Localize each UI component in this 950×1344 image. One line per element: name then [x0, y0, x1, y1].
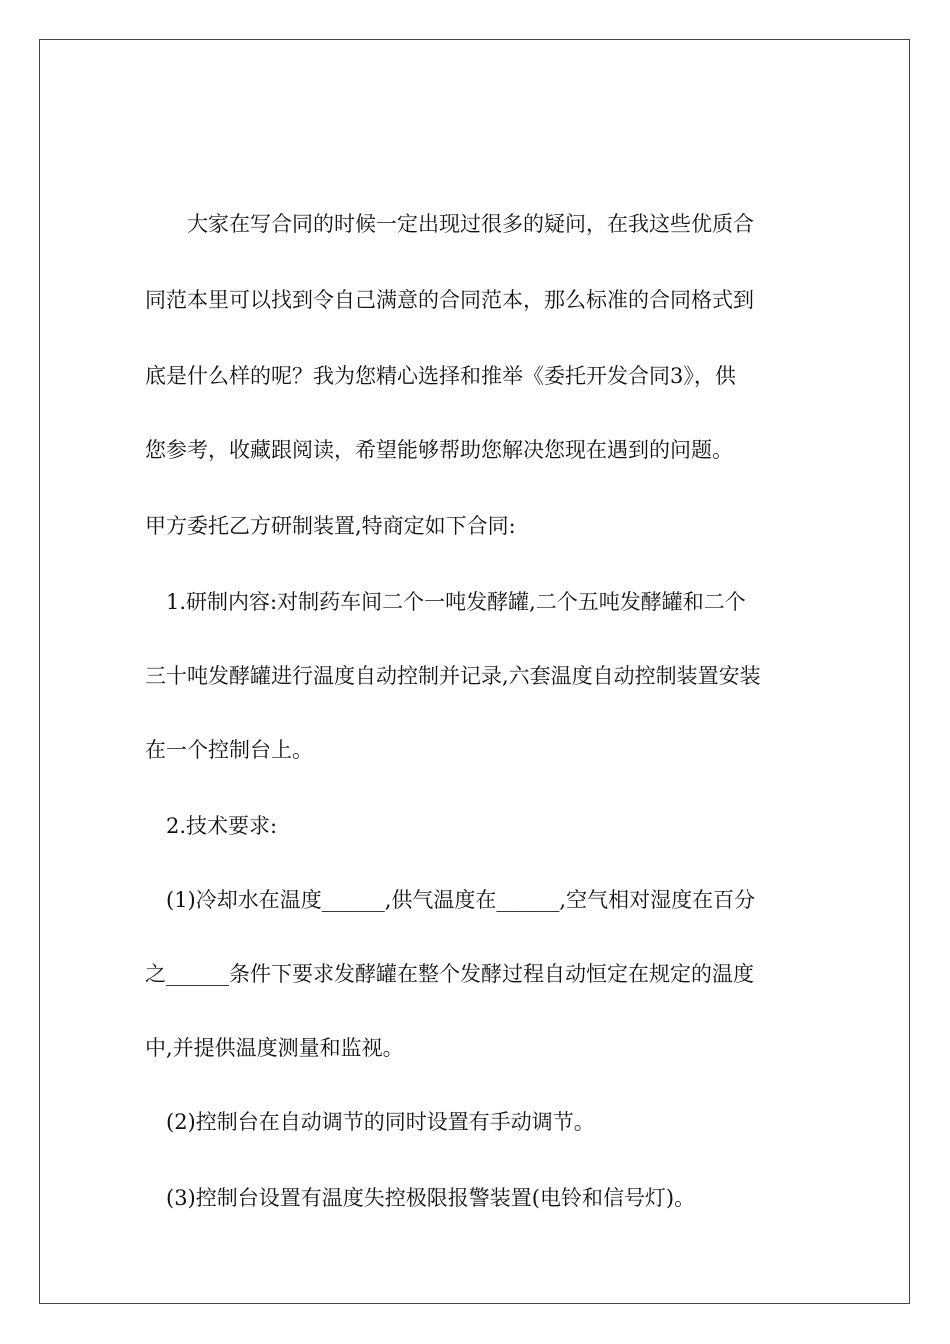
text-line: 在一个控制台上。 [145, 738, 313, 762]
text-line: 大家在写合同的时候一定出现过很多的疑问，在我这些优质合 [145, 212, 754, 236]
text-line: 底是什么样的呢？我为您精心选择和推举《委托开发合同3》，供 [145, 364, 736, 388]
text-line: 2.技术要求: [145, 814, 278, 838]
text-line: (2)控制台在自动调节的同时设置有手动调节。 [145, 1110, 595, 1134]
text-line: 甲方委托乙方研制装置,特商定如下合同: [145, 514, 516, 538]
text-line: (1)冷却水在温度______,供气温度在______,空气相对湿度在百分 [145, 888, 756, 912]
text-line: 之______条件下要求发酵罐在整个发酵过程自动恒定在规定的温度 [145, 962, 754, 986]
text-line: 您参考，收藏跟阅读，希望能够帮助您解决您现在遇到的问题。 [145, 438, 733, 462]
text-line: 三十吨发酵罐进行温度自动控制并记录,六套温度自动控制装置安装 [145, 664, 761, 688]
text-line: 中,并提供温度测量和监视。 [145, 1036, 404, 1060]
text-line: 同范本里可以找到令自己满意的合同范本，那么标准的合同格式到 [145, 288, 754, 312]
text-line: (3)控制台设置有温度失控极限报警装置(电铃和信号灯)。 [145, 1186, 696, 1210]
text-line: 1.研制内容:对制药车间二个一吨发酵罐,二个五吨发酵罐和二个 [145, 590, 746, 614]
